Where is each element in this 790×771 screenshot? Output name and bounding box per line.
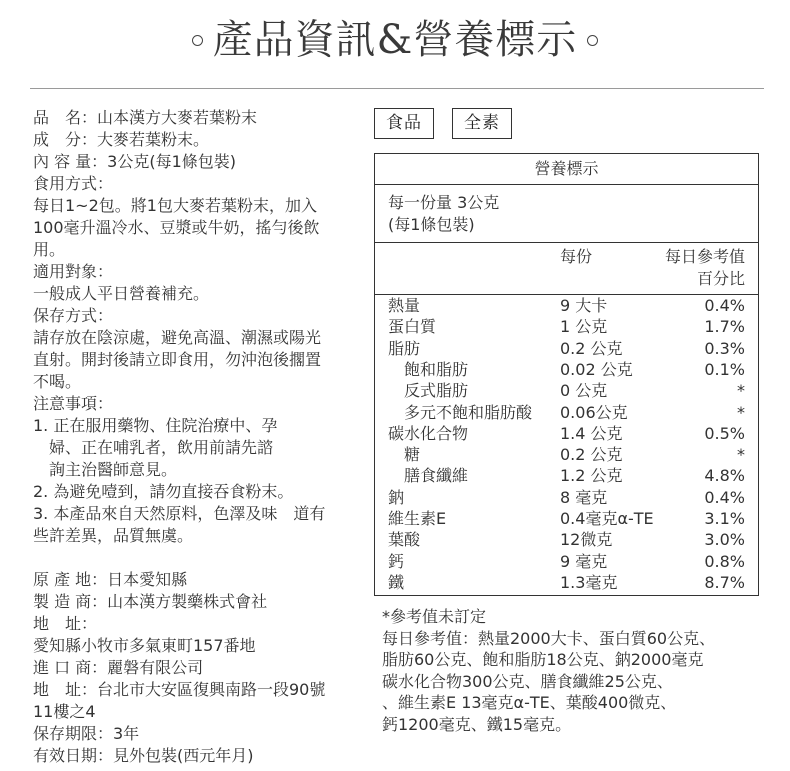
nutrient-name: 糖 — [404, 445, 421, 465]
nutrient-daily-percent: 0.4% — [704, 296, 745, 315]
nutrient-row — [375, 338, 758, 359]
storage-heading: 保存方式： — [33, 306, 114, 325]
nutrient-daily-percent: * — [737, 402, 745, 422]
nutrient-value: 12微克 — [560, 530, 613, 550]
nutrient-daily-percent: 0.3% — [704, 338, 745, 358]
nutrient-row — [375, 316, 758, 337]
per-serving-label: 每份 — [560, 247, 593, 266]
nutrient-value: 9 大卡 — [560, 296, 608, 315]
usage-text: 100毫升溫冷水、豆漿或牛奶，搖勻後飲 — [33, 218, 320, 237]
address-line: 愛知縣小牧市多氣東町157番地 — [33, 636, 256, 655]
product-name-line: 品 名：山本漢方大麥若葉粉末 — [33, 108, 258, 127]
nutrient-name: 蛋白質 — [388, 317, 437, 337]
nutrient-value: 0.06公克 — [560, 402, 628, 422]
usage-heading: 食用方式： — [33, 174, 114, 193]
caution-item: 詢主治醫師意見。 — [49, 460, 178, 479]
expiry-line: 有效日期：見外包裝(西元年月) — [33, 746, 254, 765]
circle-ornament-icon — [587, 35, 598, 46]
nutrient-row — [375, 572, 758, 593]
nutrient-daily-percent: 0.5% — [704, 423, 745, 443]
nutrient-value: 1.3毫克 — [560, 572, 618, 592]
storage-text: 請存放在陰涼處，避免高溫、潮濕或陽光 — [33, 328, 322, 347]
importer-address-line: 地 址：台北市大安區復興南路一段90號 — [33, 680, 326, 699]
serving-pack: (每1條包裝) — [388, 215, 475, 234]
nutrient-value: 9 毫克 — [560, 551, 608, 571]
nutrient-name: 鈣 — [388, 551, 405, 571]
nutrient-name: 維生素E — [388, 509, 447, 528]
page-title — [0, 12, 790, 68]
daily-value-notes — [382, 606, 715, 735]
nutrition-header: 營養標示 — [534, 159, 599, 178]
nutrient-name: 多元不飽和脂肪酸 — [404, 402, 533, 422]
nutrient-row — [375, 423, 758, 444]
caution-heading: 注意事項： — [33, 394, 114, 413]
caution-item: 3. 本產品來自天然原料，色澤及味 道有 — [33, 504, 326, 523]
nutrient-daily-percent: 8.7% — [704, 572, 745, 592]
page-title-text: 產品資訊&營養標示 — [212, 17, 578, 63]
nutrient-row — [375, 444, 758, 465]
nutrient-row — [375, 551, 758, 572]
storage-text: 直射。開封後請立即食用，勿沖泡後擱置 — [33, 350, 322, 369]
nutrient-value: 8 毫克 — [560, 487, 608, 507]
note-line: 脂肪60公克、飽和脂肪18公克、鈉2000毫克 — [382, 650, 704, 669]
nutrient-name: 脂肪 — [388, 338, 421, 358]
nutrient-name: 飽和脂肪 — [404, 359, 469, 379]
food-tag: 食品 — [374, 108, 434, 139]
footnote: *參考值未訂定 — [382, 607, 487, 626]
nutrient-row — [375, 295, 758, 316]
audience-heading: 適用對象： — [33, 262, 114, 281]
usage-text: 每日1~2包。將1包大麥若葉粉末，加入 — [33, 196, 317, 215]
title-divider — [30, 88, 764, 89]
caution-item: 些許差異，品質無虞。 — [33, 526, 194, 545]
nutrient-value: 0.2 公克 — [560, 338, 623, 358]
shelf-life-line: 保存期限：3年 — [33, 724, 140, 743]
nutrient-name: 膳食纖維 — [404, 466, 469, 486]
nutrient-daily-percent: 0.1% — [704, 359, 745, 379]
importer-line: 進 口 商：麗磐有限公司 — [33, 658, 204, 677]
nutrient-name: 鈉 — [388, 487, 405, 507]
nutrient-row — [375, 508, 758, 529]
note-line: 、維生素E 13毫克α-TE、葉酸400微克、 — [382, 693, 677, 712]
nutrient-value: 0.02 公克 — [560, 359, 633, 379]
nutrient-daily-percent: 3.1% — [704, 509, 745, 528]
note-line: 鈣1200毫克、鐵15毫克。 — [382, 714, 572, 734]
nutrient-row — [375, 465, 758, 486]
note-line: 每日參考值：熱量2000大卡、蛋白質60公克、 — [382, 628, 716, 648]
caution-item: 婦、正在哺乳者，飲用前請先諮 — [49, 438, 274, 457]
caution-item: 1. 正在服用藥物、住院治療中、孕 — [33, 416, 278, 435]
product-info — [33, 107, 361, 767]
circle-ornament-icon — [192, 35, 203, 46]
spacer — [33, 547, 361, 569]
nutrient-value: 0 公克 — [560, 381, 608, 401]
nutrient-name: 熱量 — [388, 296, 421, 315]
nutrient-daily-percent: * — [737, 445, 745, 465]
manufacturer-line: 製 造 商：山本漢方製藥株式會社 — [33, 592, 268, 611]
nutrient-value: 1 公克 — [560, 317, 608, 337]
importer-address-line: 11樓之4 — [33, 702, 96, 721]
nutrient-daily-percent: * — [737, 381, 745, 401]
daily-value-percent-label: 百分比 — [696, 269, 745, 288]
note-line: 碳水化合物300公克、膳食纖維25公克、 — [382, 671, 673, 691]
daily-value-label: 每日參考值 — [664, 247, 745, 266]
nutrition-facts-panel — [374, 153, 759, 596]
nutrient-daily-percent: 1.7% — [704, 317, 745, 337]
nutrient-name: 葉酸 — [388, 530, 421, 550]
audience-text: 一般成人平日營養補充。 — [33, 284, 210, 303]
nutrient-daily-percent: 3.0% — [704, 530, 745, 550]
storage-text: 不喝。 — [33, 372, 82, 391]
nutrient-value: 0.4毫克α-TE — [560, 509, 654, 528]
nutrient-daily-percent: 0.8% — [704, 551, 745, 571]
caution-item: 2. 為避免噎到，請勿直接吞食粉末。 — [33, 482, 294, 501]
origin-line: 原 產 地：日本愛知縣 — [33, 570, 188, 589]
address-heading: 地 址： — [33, 614, 98, 633]
nutrient-name: 碳水化合物 — [388, 423, 469, 443]
divider — [375, 242, 758, 243]
nutrient-row — [375, 359, 758, 380]
usage-text: 用。 — [33, 240, 66, 259]
divider — [375, 184, 758, 185]
net-content-line: 內 容 量：3公克(每1條包裝) — [33, 152, 237, 171]
nutrient-daily-percent: 0.4% — [704, 487, 745, 507]
nutrient-daily-percent: 4.8% — [704, 466, 745, 486]
ingredients-line: 成 分：大麥若葉粉末。 — [33, 130, 210, 149]
serving-size: 每一份量 3公克 — [388, 193, 500, 212]
nutrient-value: 0.2 公克 — [560, 445, 623, 465]
vegan-tag: 全素 — [452, 108, 512, 139]
nutrient-row — [375, 402, 758, 423]
nutrient-name: 反式脂肪 — [404, 381, 469, 401]
nutrient-row — [375, 529, 758, 550]
nutrient-row — [375, 380, 758, 401]
nutrient-row — [375, 487, 758, 508]
nutrient-value: 1.2 公克 — [560, 466, 623, 486]
nutrient-value: 1.4 公克 — [560, 423, 623, 443]
nutrient-name: 鐵 — [388, 572, 405, 592]
